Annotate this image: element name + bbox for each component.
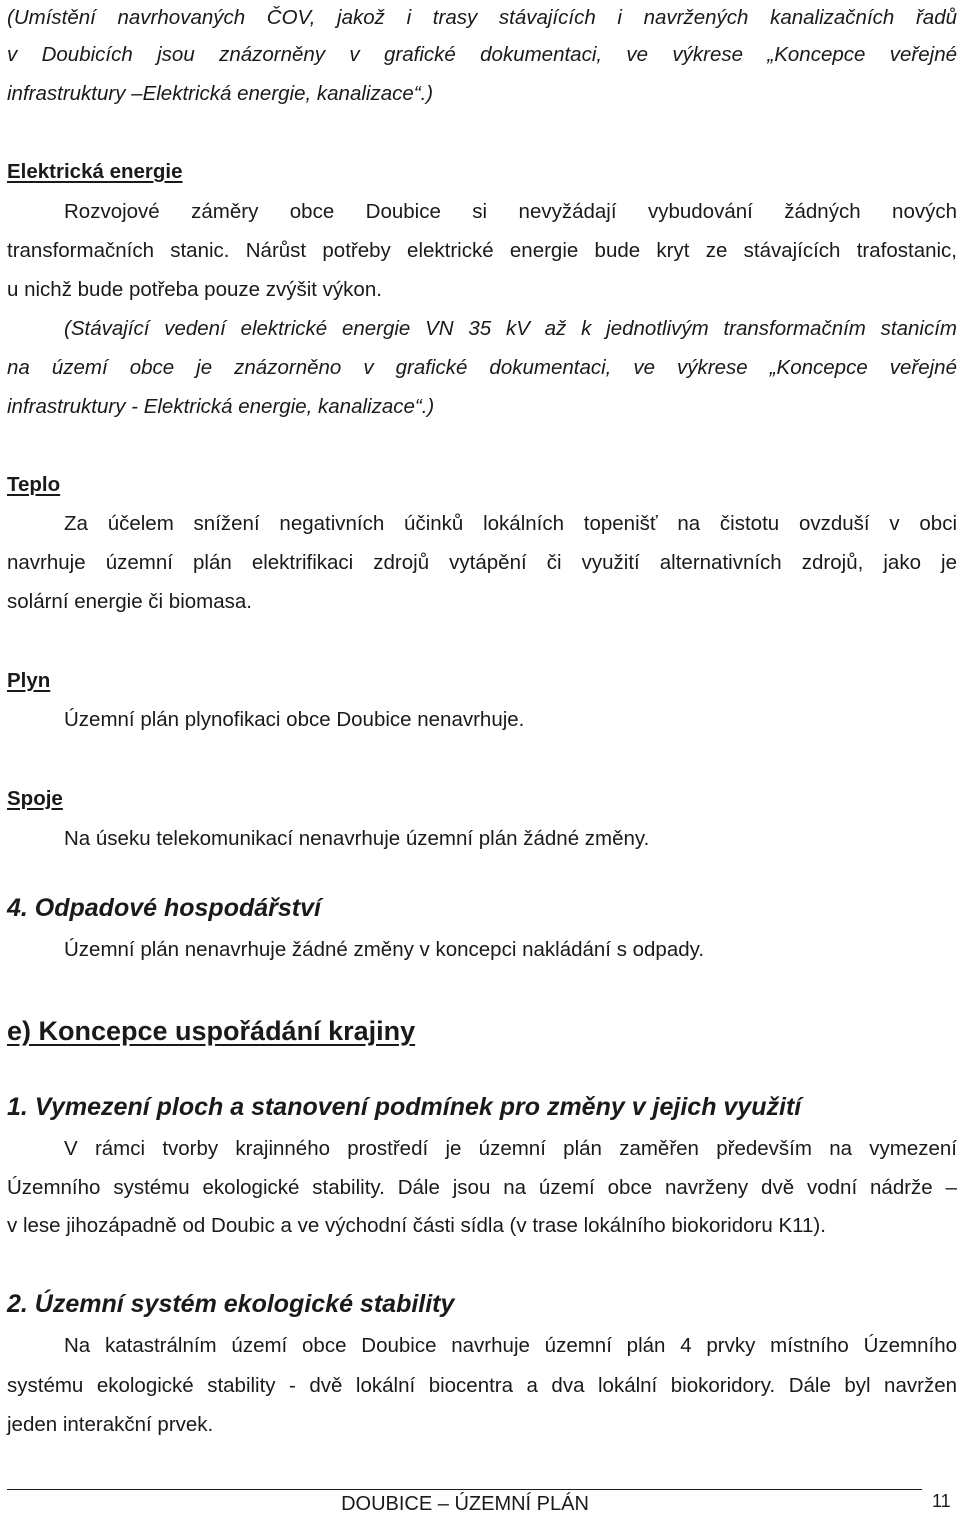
paragraph-uses-line-1: Na katastrálním území obce Doubice navrhuje územní plán 4 prvky místního Územního xyxy=(64,1334,957,1357)
paragraph-vn-line-1: (Stávající vedení elektrické energie VN 35 kV až k jednotlivým transformačním stanicím xyxy=(64,317,957,340)
paragraph-teplo-line-2: navrhuje územní plán elektrifikaci zdrojů vytápění či využití alternativních zdrojů, jako je xyxy=(7,551,957,574)
paragraph-krajina-line-3: v lese jihozápadně od Doubic a ve východní části sídla (v trase lokálního biokoridoru K11). xyxy=(7,1214,826,1237)
heading-teplo: Teplo xyxy=(7,473,61,496)
paragraph-cov-line-3: infrastruktury –Elektrická energie, kanalizace“.) xyxy=(7,82,434,105)
paragraph-uses-line-3: jeden interakční prvek. xyxy=(7,1413,214,1436)
paragraph-teplo-line-3: solární energie či biomasa. xyxy=(7,590,252,613)
paragraph-krajina-line-1: V rámci tvorby krajinného prostředí je územní plán zaměřen především na vymezení xyxy=(64,1137,957,1160)
chapter-heading-krajina: e) Koncepce uspořádání krajiny xyxy=(7,1016,416,1046)
paragraph-energy-line-3: u nichž bude potřeba pouze zvýšit výkon. xyxy=(7,278,382,301)
heading-plyn: Plyn xyxy=(7,669,51,692)
page-number: 11 xyxy=(932,1491,951,1511)
paragraph-vn-line-2: na území obce je znázorněno v grafické dokumentaci, ve výkrese „Koncepce veřejné xyxy=(7,356,957,379)
paragraph-plyn: Územní plán plynofikaci obce Doubice nenavrhuje. xyxy=(64,708,525,731)
paragraph-cov-line-1: (Umístění navrhovaných ČOV, jakož i trasy stávajících i navržených kanalizačních řadů xyxy=(7,6,957,29)
paragraph-odpad: Územní plán nenavrhuje žádné změny v koncepci nakládání s odpady. xyxy=(64,938,705,961)
footer-divider xyxy=(7,1489,922,1490)
heading-uses: 2. Územní systém ekologické stability xyxy=(7,1290,455,1318)
paragraph-uses-line-2: systému ekologické stability - dvě lokální biocentra a dva lokální biokoridory. Dále byl navržen xyxy=(7,1374,957,1397)
paragraph-cov-line-2: v Doubicích jsou znázorněny v grafické dokumentaci, ve výkrese „Koncepce veřejné xyxy=(7,43,957,66)
heading-vymezeni-ploch: 1. Vymezení ploch a stanovení podmínek pro změny v jejich využití xyxy=(7,1093,802,1121)
heading-elektricka-energie: Elektrická energie xyxy=(7,160,183,183)
paragraph-teplo-line-1: Za účelem snížení negativních účinků lokálních topenišť na čistotu ovzduší v obci xyxy=(64,512,957,535)
heading-odpadove-hospodarstvi: 4. Odpadové hospodářství xyxy=(7,894,321,922)
paragraph-energy-line-2: transformačních stanic. Nárůst potřeby elektrické energie bude kryt ze stávajících trafostanic, xyxy=(7,239,957,262)
paragraph-spoje: Na úseku telekomunikací nenavrhuje územní plán žádné změny. xyxy=(64,827,650,850)
paragraph-krajina-line-2: Územního systému ekologické stability. Dále jsou na území obce navrženy dvě vodní nádrže – xyxy=(7,1176,957,1199)
paragraph-energy-line-1: Rozvojové záměry obce Doubice si nevyžádají vybudování žádných nových xyxy=(64,200,957,223)
paragraph-vn-line-3: infrastruktury - Elektrická energie, kanalizace“.) xyxy=(7,395,435,418)
heading-spoje: Spoje xyxy=(7,787,63,810)
footer-title: DOUBICE – ÚZEMNÍ PLÁN xyxy=(341,1493,589,1515)
